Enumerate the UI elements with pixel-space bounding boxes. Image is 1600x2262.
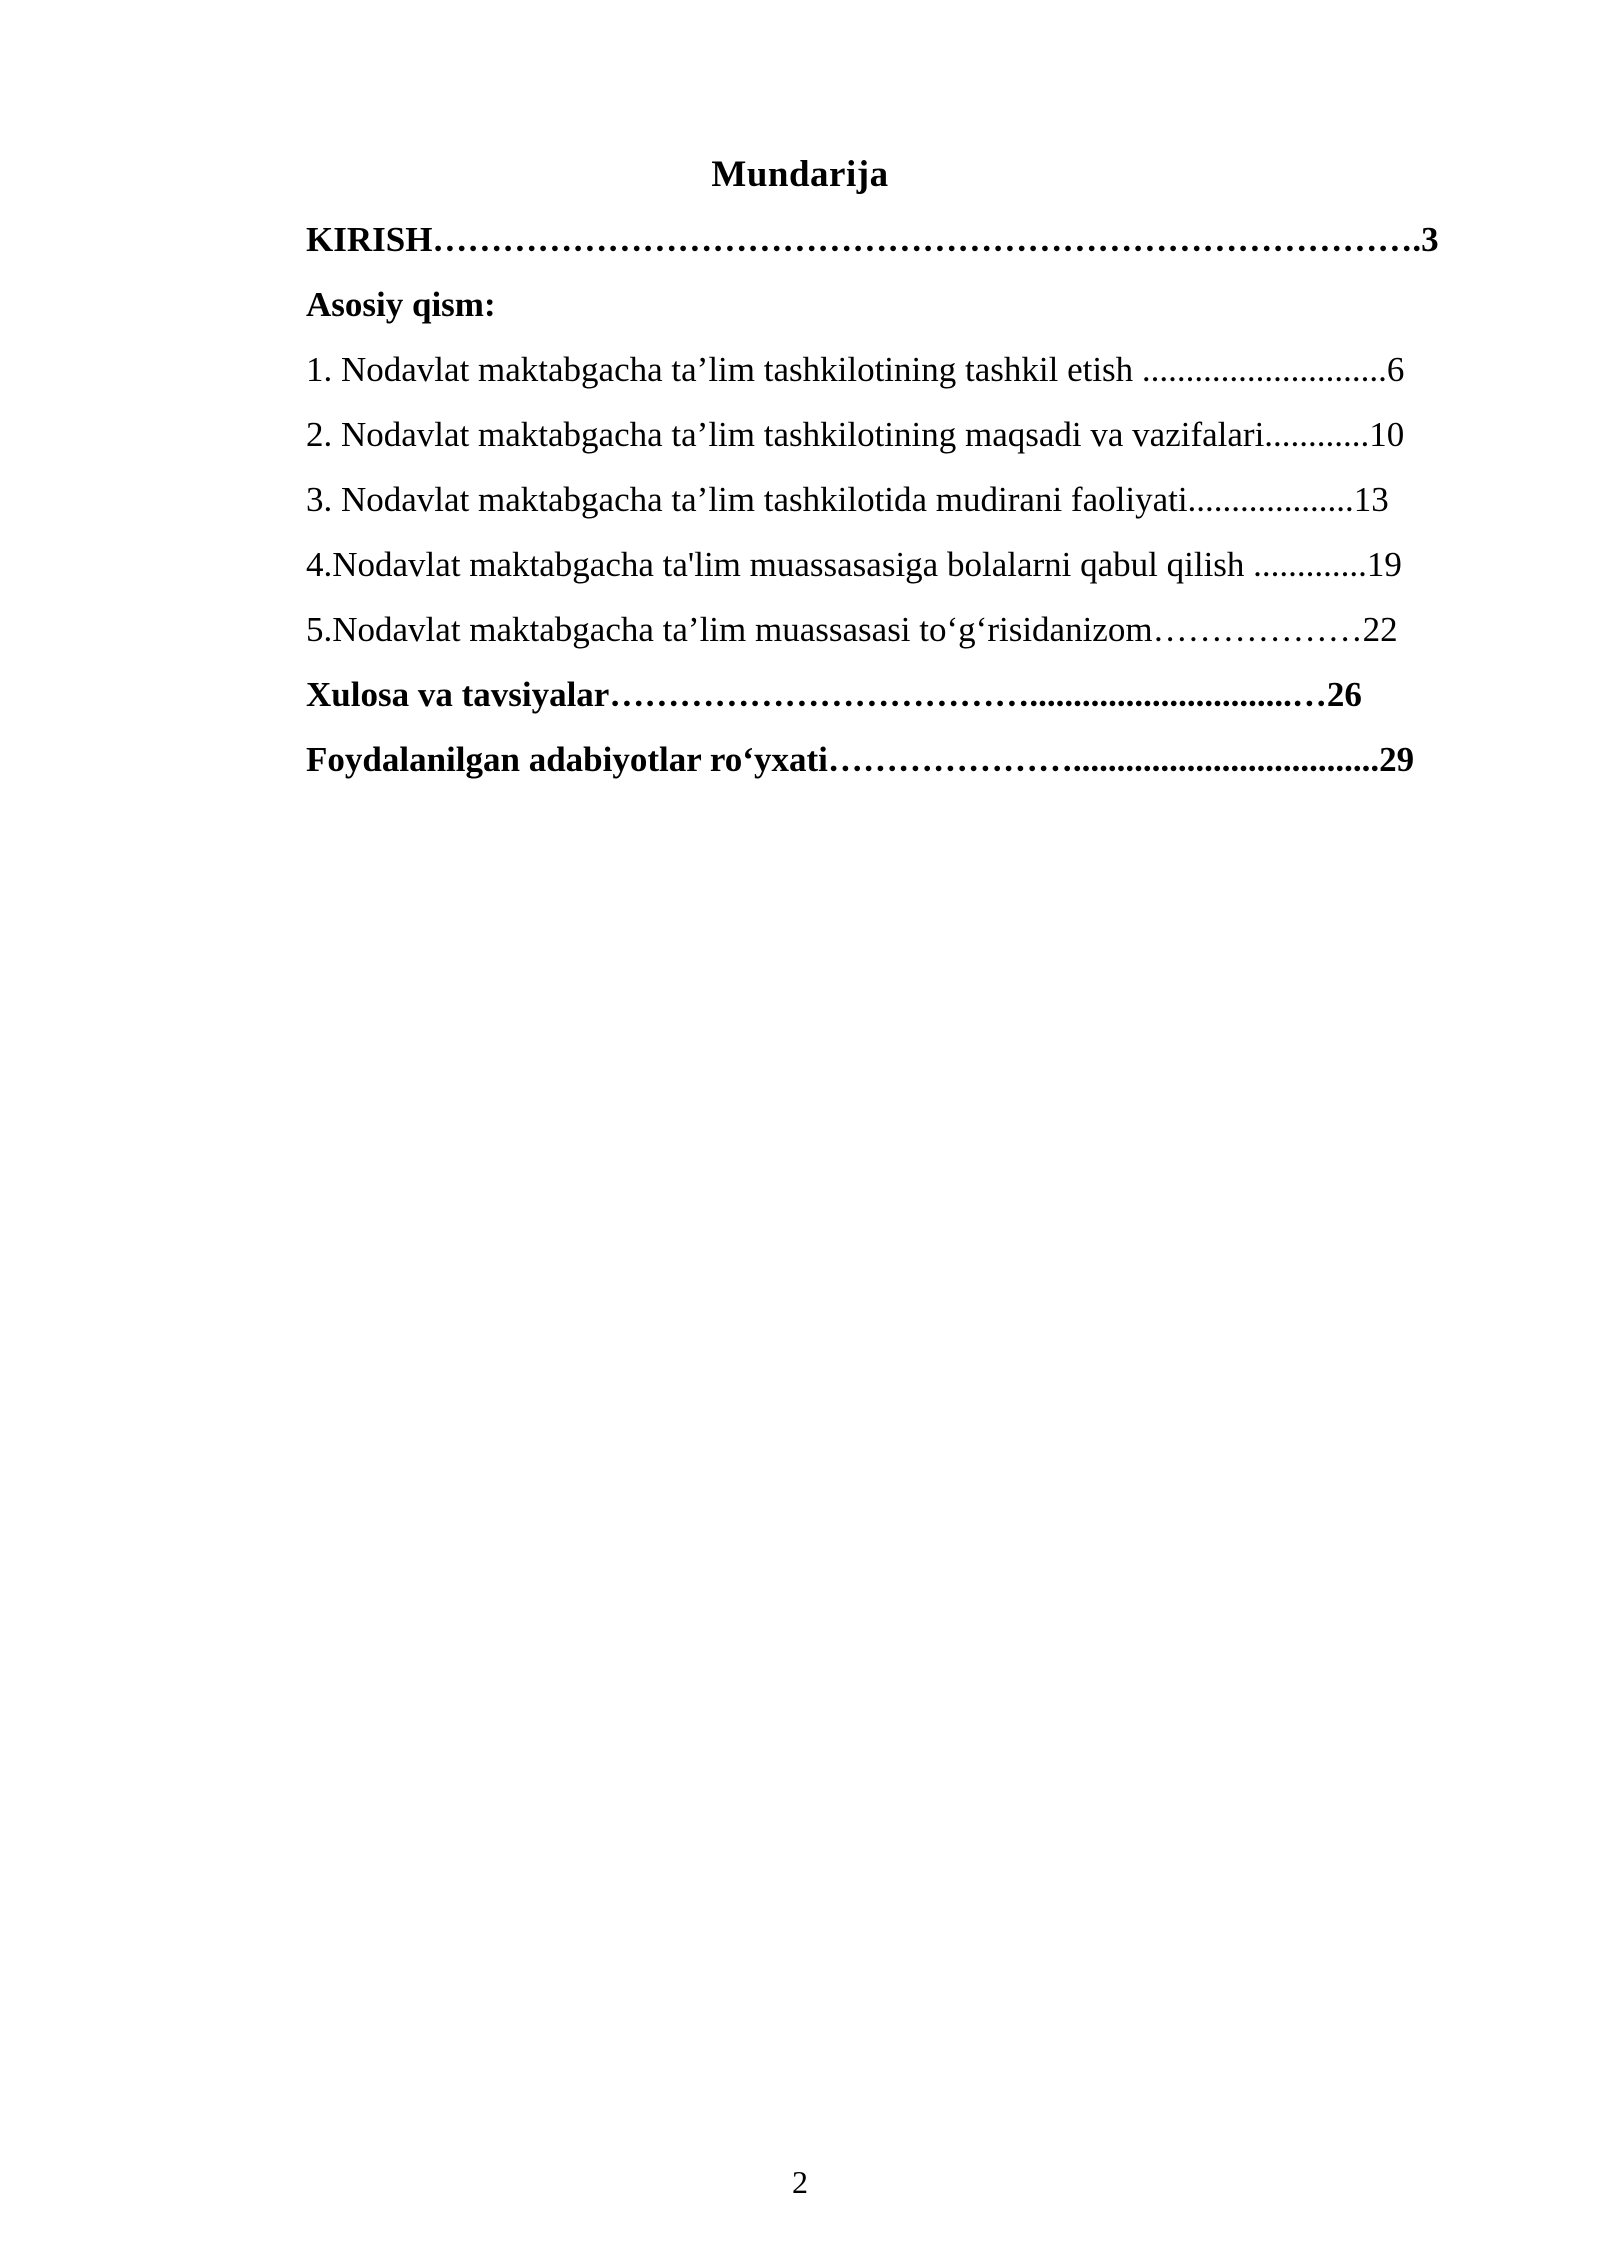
page-title: Mundarija [711,154,889,195]
toc-entry-5: 5.Nodavlat maktabgacha ta’lim muassasasi to‘g‘risidanizom………………22 [306,610,1398,649]
toc-entry-3: 3. Nodavlat maktabgacha ta’lim tashkilotida mudirani faoliyati...................13 [306,480,1389,519]
toc-entry-4: 4.Nodavlat maktabgacha ta'lim muassasasiga bolalarni qabul qilish .............19 [306,545,1402,584]
toc-entry-conclusion: Xulosa va tavsiyalar………………………………..............................…26 [306,675,1362,714]
toc-section-heading: Asosiy qism: [306,285,496,324]
toc-entry-2: 2. Nodavlat maktabgacha ta’lim tashkilotining maqsadi va vazifalari............10 [306,415,1405,454]
toc-entry-kirish: KIRISH………………………………………………………………………….3 [306,220,1439,259]
toc-entry-references: Foydalanilgan adabiyotlar ro‘yxati…………………...................................29 [306,740,1415,779]
toc-entry-1: 1. Nodavlat maktabgacha ta’lim tashkilotining tashkil etish ............................6 [306,350,1405,389]
page-number: 2 [792,2164,808,2200]
